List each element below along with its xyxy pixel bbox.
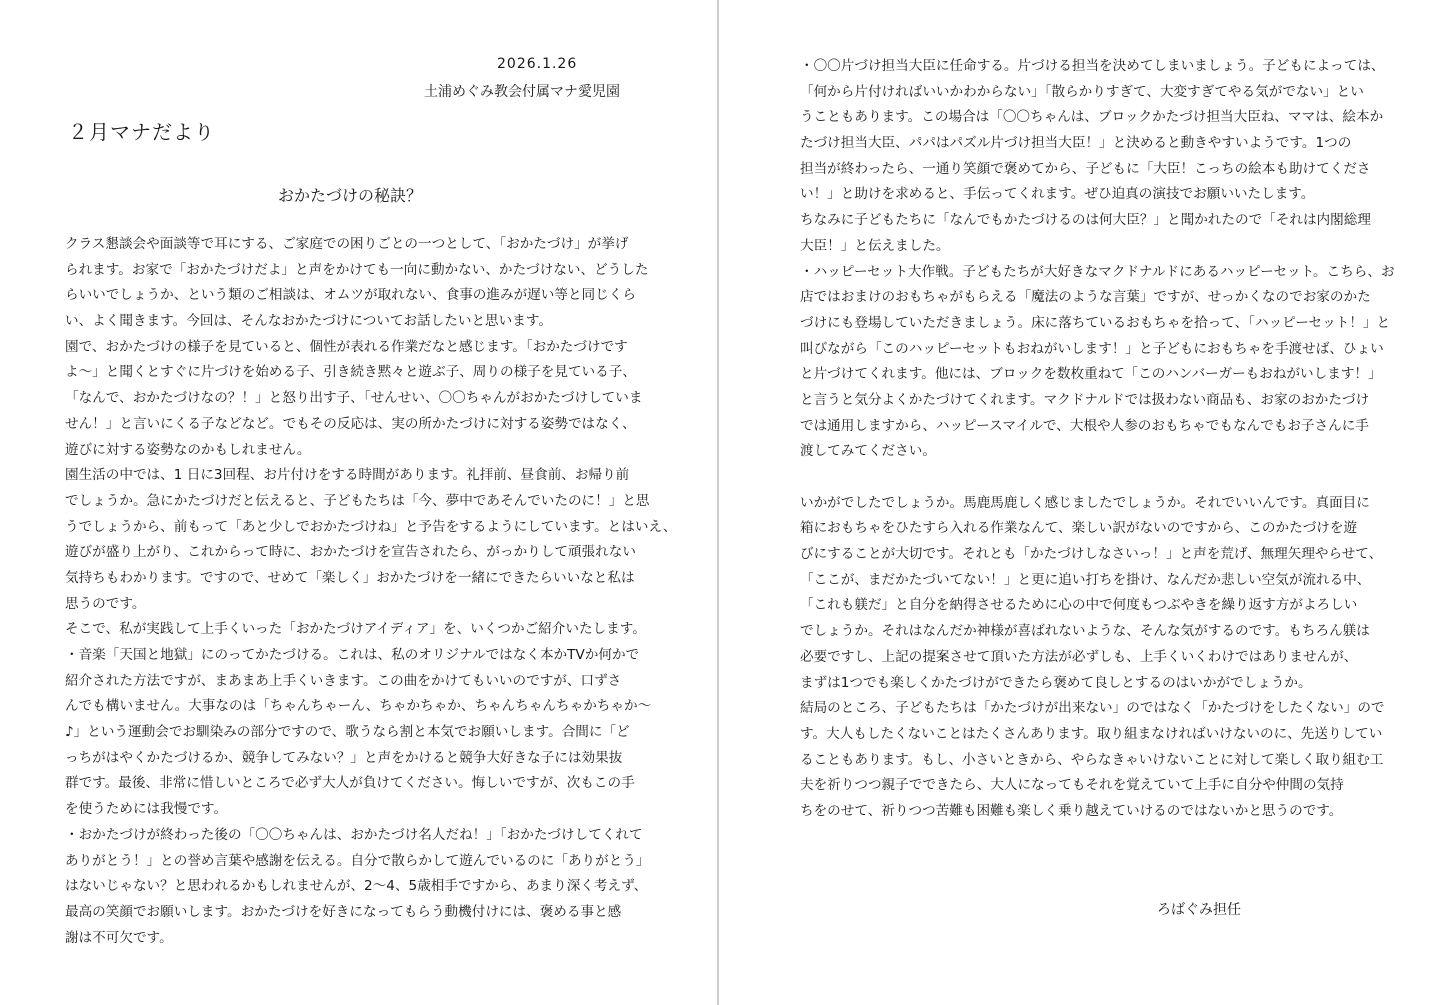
text-line: びにすることが大切です。それとも「かたづけしなさいっ！」と声を荒げ、無理矢理やらせて、 (800, 546, 1383, 563)
text-line: 紹介された方法ですが、まあまあ上手くいきます。この曲をかけてもいいのですが、口ずさ (65, 672, 622, 689)
text-line: うでしょうから、前もって「あと少しでおかたづけね」と予告をするようにしています。とはいえ、 (65, 518, 677, 535)
text-line: ・音楽「天国と地獄」にのってかたづける。これは、私のオリジナルではなく本かTVか何かで (65, 647, 640, 663)
date: 2026.1.26 (497, 56, 578, 72)
text-line: 「ここが、まだかたづいてない！」と更に追い打ちを掛け、なんだか悲しい空気が流れる中、 (800, 571, 1371, 588)
text-line: ・ハッピーセット大作戦。子どもたちが大好きなマクドナルドにあるハッピーセット。こちら、お (800, 263, 1395, 280)
text-line: 結局のところ、子どもたちは「かたづけが出来ない」のではなく「かたづけをしたくない」ので (800, 700, 1385, 717)
text-line: そこで、私が実践して上手くいった「おかたづけアイディア」を、いくつかご紹介いたします。 (65, 621, 646, 638)
newsletter-title: ２月マナだより (68, 120, 215, 144)
text-line: 思うのです。 (65, 595, 146, 612)
text-line: 担当が終わったら、一通り笑顔で褒めてから、子どもに「大臣！こっちの絵本も助けてくださ (800, 160, 1371, 177)
text-line: 遊びに対する姿勢なのかもしれません。 (65, 441, 311, 458)
signature: ろばぐみ担任 (1157, 902, 1241, 918)
text-line: い、よく聞きます。今回は、そんなおかたづけについてお話したいと思います。 (65, 313, 552, 330)
text-line: 謝は不可欠です。 (65, 929, 173, 946)
text-line: せん！」と言いにくる子などなど。でもその反応は、実の所かたづけに対する姿勢ではなく、 (65, 415, 636, 432)
text-line: ちをのせて、祈りつつ苦難も困難も楽しく乗り越えていけるのではないかと思うのです。 (800, 802, 1343, 819)
text-line: 気持ちもわかります。ですので、せめて「楽しく」おかたづけを一緒にできたらいいなと私は (65, 569, 635, 586)
left-body-text (65, 232, 677, 951)
text-line: 夫を祈りつつ親子でできたら、大人になってもそれを覚えていて上手に自分や仲間の気持 (800, 777, 1344, 794)
text-line: では通用しますから、ハッピースマイルで、大根や人参のおもちゃでもなんでもお子さんに手 (800, 417, 1369, 434)
text-line: と言うと気分よくかたづけてくれます。マクドナルドでは扱わない商品も、お家のおかたづけ (800, 391, 1370, 408)
text-line: 箱におもちゃをひたすら入れる作業なんて、楽しい訳がないのですから、このかたづけを遊 (800, 520, 1358, 537)
text-line: でしょうか。急にかたづけだと伝えると、子どもたちは「今、夢中であそんでいたのに！」と思 (65, 492, 650, 509)
text-line: 叫びながら「このハッピーセットもおねがいします！」と子どもにおもちゃを手渡せば、ひょい (800, 340, 1384, 357)
text-line: ・〇〇片づけ担当大臣に任命する。片づける担当を決めてしまいましょう。子どもによっては、 (800, 58, 1385, 74)
article-subtitle: おかたづけの秘訣？ (277, 186, 422, 205)
text-line: たづけ担当大臣、パパはパズル片づけ担当大臣！」と決めると動きやすいようです。1つの (800, 135, 1352, 152)
text-line: 「これも躾だ」と自分を納得させるために心の中で何度もつぶやきを繰り返す方がよろしい (800, 597, 1358, 614)
left-page (0, 0, 718, 1005)
text-line: 遊びが盛り上がり、これからって時に、おかたづけを宣告されたら、がっかりして頑張れない (65, 544, 636, 561)
text-line: はないじゃない？と思われるかもしれませんが、2～4、5歳相手ですから、あまり深く考えず、 (65, 878, 648, 895)
text-line: 群です。最後、非常に惜しいところで必ず大人が負けてください。悔しいですが、次もこの手 (65, 775, 635, 792)
text-line: 店ではおまけのおもちゃがもらえる「魔法のような言葉」ですが、せっかくなのでお家のかた (800, 289, 1371, 306)
text-line: らいいでしょうか、という類のご相談は、オムツが取れない、食事の進みが遅い等と同じくら (65, 287, 636, 304)
text-line: 必要ですし、上記の提案させて頂いた方法が必ずしも、上手くいくわけではありませんが、 (800, 648, 1358, 665)
text-line: 渡してみてください。 (800, 443, 936, 460)
text-line: 「何から片付ければいいかわからない」「散らかりすぎて、大変すぎてやる気がでない」とい (800, 83, 1364, 100)
page-divider (717, 0, 719, 1005)
text-line: クラス懇談会や面談等で耳にする、ご家庭での困りごとの一つとして、「おかたづけ」が挙げ (65, 236, 629, 252)
text-line: 最高の笑顔でお願いします。おかたづけを好きになってもらう動機付けには、褒める事と感 (65, 903, 622, 920)
text-line: ありがとう！」との誉め言葉や感謝を伝える。自分で散らかして遊んでいるのに「ありがとう」 (65, 852, 650, 869)
text-line: よ～」と聞くとすぐに片づけを始める子、引き続き黙々と遊ぶ子、周りの様子を見ている子、 (65, 364, 636, 381)
text-line: っちがはやくかたづけるか、競争してみない？」と声をかけると競争大好きな子には効果抜 (65, 749, 623, 766)
text-line: ♪」という運動会でお馴染みの部分ですので、歌うなら割と本気でお願いします。合間に「ど (65, 724, 630, 741)
text-line: 園で、おかたづけの様子を見ていると、個性が表れる作業だなと感じます。「おかたづけです (65, 338, 628, 355)
text-line: うこともあります。この場合は「〇〇ちゃんは、ブロックかたづけ担当大臣ね、ママは、絵本か (800, 109, 1384, 126)
text-line: づけにも登場していただきましょう。床に落ちているおもちゃを拾って、「ハッピーセット！」と (800, 314, 1391, 331)
text-line: でしょうか。それはなんだか神様が喜ばれないような、そんな気がするのです。もちろん躾は (800, 623, 1370, 640)
text-line: んでも構いません。大事なのは「ちゃんちゃーん、ちゃかちゃか、ちゃんちゃんちゃかちゃか～ (65, 698, 652, 715)
right-body-text (800, 54, 1395, 825)
text-line: いかがでしたでしょうか。馬鹿馬鹿しく感じましたでしょうか。それでいいんです。真面目に (800, 494, 1370, 511)
text-line: ・おかたづけが終わった後の「〇〇ちゃんは、おかたづけ名人だね！」「おかたづけしてくれて (65, 826, 643, 843)
text-line: 大臣！」と伝えました。 (800, 237, 950, 254)
text-line: ちなみに子どもたちに「なんでもかたづけるのは何大臣？」と聞かれたので「それは内閣総理 (800, 212, 1371, 229)
text-line: い！」と助けを求めると、手伝ってくれます。ぜひ迫真の演技でお願いいたします。 (800, 186, 1315, 203)
text-line: す。大人もしたくないことはたくさんあります。取り組まなければいけないのに、先送りしてい (800, 725, 1383, 742)
text-line: と片づけてくれます。他には、ブロックを数枚重ねて「このハンバーガーもおねがいします！」 (800, 366, 1382, 383)
right-page (720, 0, 1440, 1005)
blank-line (800, 465, 1382, 491)
text-line: 園生活の中では、1 日に3回程、お片付けをする時間があります。礼拝前、昼食前、お帰り前 (65, 467, 630, 484)
text-line: を使うためには我慢です。 (65, 801, 228, 818)
organization-name: 土浦めぐみ教会付属マナ愛児園 (424, 84, 620, 100)
text-line: られます。お家で「おかたづけだよ」と声をかけても一向に動かない、かたづけない、どうした (65, 261, 649, 278)
text-line: ることもあります。もし、小さいときから、やらなきゃいけないことに対して楽しく取り組む工 (800, 751, 1384, 768)
text-line: まずは1つでも楽しくかたづけができたら褒めて良しとするのはいかがでしょうか。 (800, 674, 1312, 691)
text-line: 「なんで、おかたづけなの？！」と怒り出す子、「せんせい、〇〇ちゃんがおかたづけしていま (65, 390, 643, 407)
